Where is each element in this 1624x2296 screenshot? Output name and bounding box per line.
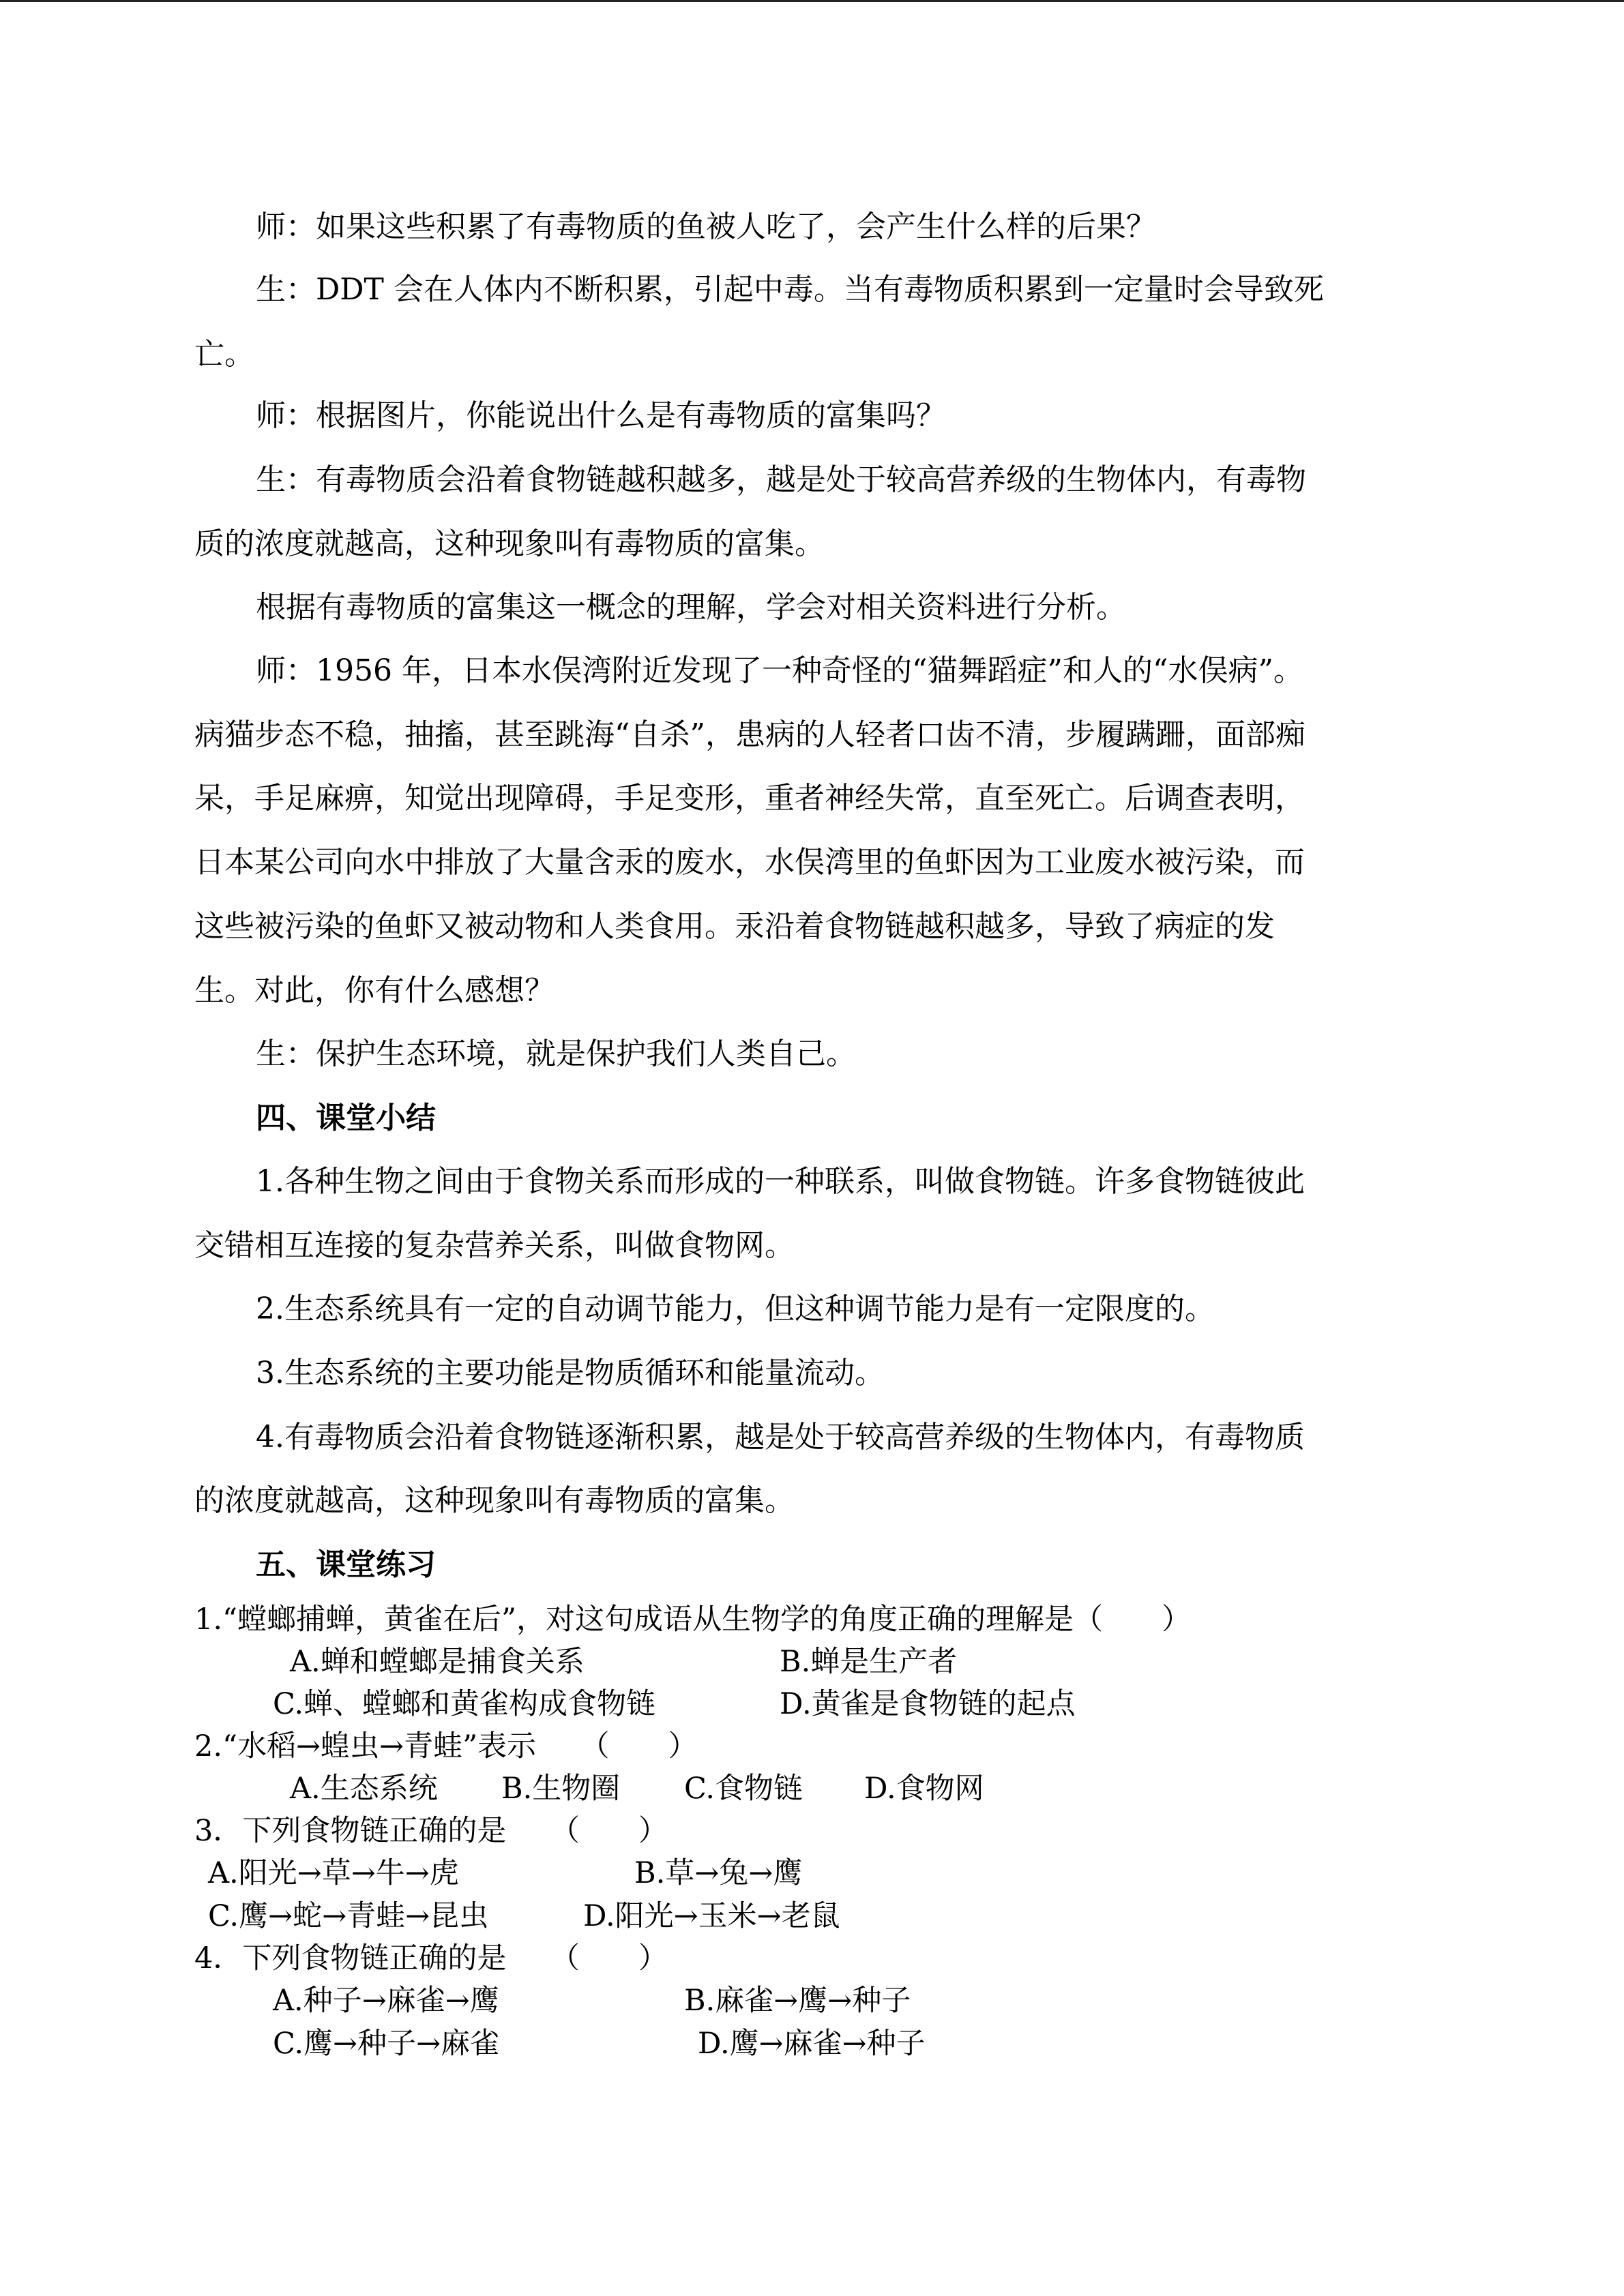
paragraph-line: 师：1956 年，日本水俣湾附近发现了一种奇怪的“猫舞蹈症”和人的“水俣病”。 — [256, 653, 1303, 688]
summary-line: 1.各种生物之间由于食物关系而形成的一种联系，叫做食物链。许多食物链彼此 — [256, 1164, 1305, 1199]
paragraph-line: 师：如果这些积累了有毒物质的鱼被人吃了，会产生什么样的后果？ — [256, 209, 1156, 244]
question-2-stem: 2.“水稻→蝗虫→青蛙”表示 （ ） — [194, 1729, 698, 1763]
question-4-option-a: A.种子→麻雀→鹰 — [273, 1984, 499, 2018]
question-3-option-c: C.鹰→蛇→青蛙→昆虫 — [208, 1899, 489, 1933]
paragraph-line: 生：保护生态环境，就是保护我们人类自己。 — [256, 1037, 856, 1071]
paragraph-line: 亡。 — [194, 337, 254, 372]
summary-line: 4.有毒物质会沿着食物链逐渐积累，越是处于较高营养级的生物体内，有毒物质 — [256, 1420, 1305, 1455]
question-1-option-d: D.黄雀是食物链的起点 — [780, 1687, 1076, 1721]
summary-line: 2.生态系统具有一定的自动调节能力，但这种调节能力是有一定限度的。 — [256, 1292, 1215, 1326]
question-2-option-a: A.生态系统 — [290, 1772, 438, 1806]
summary-line: 3.生态系统的主要功能是物质循环和能量流动。 — [256, 1356, 885, 1390]
paragraph-line: 生：有毒物质会沿着食物链越积越多，越是处于较高营养级的生物体内，有毒物 — [256, 462, 1306, 497]
page-top-border — [0, 0, 1624, 2]
question-3-option-a: A.阳光→草→牛→虎 — [208, 1856, 459, 1890]
question-4-stem: 4．下列食物链正确的是 （ ） — [194, 1941, 668, 1976]
paragraph-line: 这些被污染的鱼虾又被动物和人类食用。汞沿着食物链越积越多，导致了病症的发 — [194, 909, 1275, 944]
question-1-option-c: C.蝉、螳螂和黄雀构成食物链 — [273, 1687, 656, 1721]
paragraph-line: 生。对此，你有什么感想？ — [194, 973, 555, 1008]
summary-line: 交错相互连接的复杂营养关系，叫做食物网。 — [194, 1228, 795, 1263]
paragraph-line: 师：根据图片，你能说出什么是有毒物质的富集吗？ — [256, 398, 946, 433]
paragraph-line: 根据有毒物质的富集这一概念的理解，学会对相关资料进行分析。 — [256, 590, 1126, 625]
summary-line: 的浓度就越高，这种现象叫有毒物质的富集。 — [194, 1483, 795, 1518]
question-3-option-d: D.阳光→玉米→老鼠 — [583, 1899, 840, 1933]
question-4-option-c: C.鹰→种子→麻雀 — [273, 2027, 500, 2061]
question-1-stem: 1.“螳螂捕蝉，黄雀在后”，对这句成语从生物学的角度正确的理解是（ ） — [194, 1602, 1191, 1637]
paragraph-line: 呆，手足麻痹，知觉出现障碍，手足变形，重者神经失常，直至死亡。后调查表明， — [194, 781, 1305, 816]
question-3-option-b: B.草→兔→鹰 — [634, 1856, 803, 1890]
question-3-stem: 3．下列食物链正确的是 （ ） — [194, 1814, 668, 1848]
question-4-option-b: B.麻雀→鹰→种子 — [684, 1984, 911, 2018]
summary-heading: 四、课堂小结 — [256, 1101, 436, 1135]
question-2-option-d: D.食物网 — [864, 1772, 984, 1806]
question-1-option-a: A.蝉和螳螂是捕食关系 — [290, 1645, 585, 1679]
question-4-option-d: D.鹰→麻雀→种子 — [698, 2027, 926, 2061]
question-2-option-b: B.生物圈 — [501, 1772, 621, 1806]
paragraph-line: 日本某公司向水中排放了大量含汞的废水，水俣湾里的鱼虾因为工业废水被污染，而 — [194, 845, 1305, 880]
question-2-option-c: C.食物链 — [684, 1772, 803, 1806]
paragraph-line: 质的浓度就越高，这种现象叫有毒物质的富集。 — [194, 526, 825, 561]
question-1-option-b: B.蝉是生产者 — [780, 1645, 958, 1679]
exercises-heading: 五、课堂练习 — [256, 1547, 436, 1582]
paragraph-line: 病猫步态不稳，抽搐，甚至跳海“自杀”，患病的人轻者口齿不清，步履蹒跚，面部痴 — [194, 717, 1305, 752]
paragraph-line: 生：DDT 会在人体内不断积累，引起中毒。当有毒物质积累到一定量时会导致死 — [256, 272, 1324, 307]
